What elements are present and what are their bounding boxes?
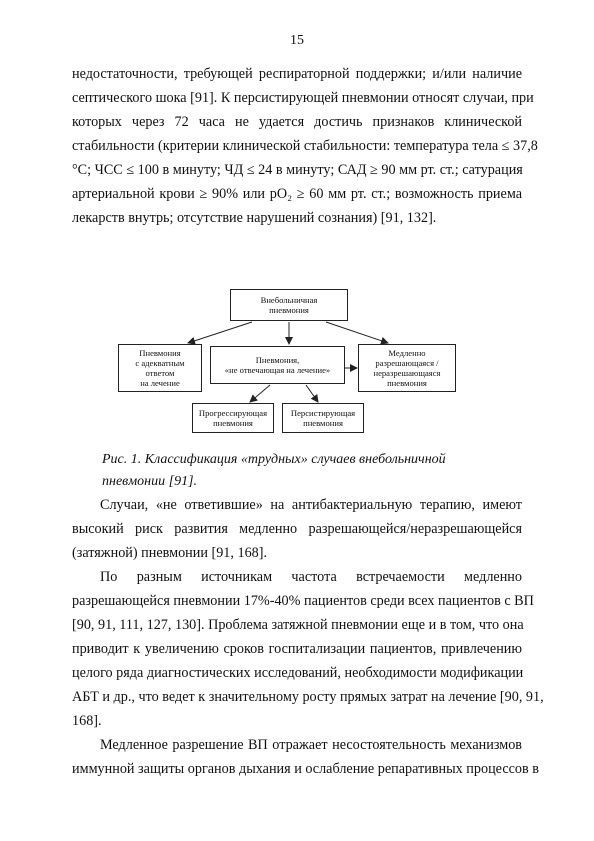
text-line: недостаточности, требующей респираторной поддержки; и/или наличие	[72, 66, 522, 82]
box-progressive	[192, 403, 274, 433]
box-line: ответом	[145, 368, 175, 378]
box-line: Медленно	[388, 348, 426, 358]
text-line: септического шока [91]. К персистирующей пневмонии относят случаи, при	[72, 90, 534, 106]
box-non-responding	[210, 346, 345, 384]
box-line: Персистирующая	[290, 408, 356, 418]
text-line: которых через 72 часа не удается достичь признаков клинической	[72, 114, 522, 130]
caption-line: пневмонии [91].	[102, 474, 198, 489]
box-persistent	[282, 403, 364, 433]
text-line: лекарств внутрь; отсутствие нарушений сознания) [91, 132].	[72, 210, 437, 226]
box-line: с адекватным	[135, 358, 185, 368]
text-line: Случаи, «не ответившие» на антибактериальную терапию, имеют	[100, 497, 522, 513]
arrow-root-left	[188, 322, 252, 343]
box-line: неразрешающаяся	[373, 368, 441, 378]
box-adequate-response	[118, 344, 202, 392]
box-line: Пневмония,	[255, 355, 300, 365]
caption-line: Рис. 1. Классификация «трудных» случаев внебольничной	[102, 452, 446, 467]
arrow-middle-bottomleft	[250, 385, 270, 402]
text-line: разрешающейся пневмонии 17%-40% пациентов среди всех пациентов с ВП	[72, 593, 534, 609]
paragraph-2	[72, 493, 522, 565]
box-line: Пневмония	[139, 348, 181, 358]
arrow-root-right	[326, 322, 388, 343]
box-line: пневмония	[303, 418, 343, 428]
text-line: По разным источникам частота встречаемости медленно	[100, 569, 522, 585]
text-line: целого ряда диагностических исследований, необходимости модификации	[72, 665, 524, 681]
text-line: иммунной защиты органов дыхания и ослабление репаративных процессов в	[72, 761, 539, 777]
box-line: «не отвечающая на лечение»	[224, 365, 331, 375]
box-line: пневмония	[269, 305, 309, 315]
text-line: АБТ и др., что ведет к значительному росту прямых затрат на лечение [90, 91,	[72, 689, 544, 705]
text-line: приводит к увеличению сроков госпитализации пациентов, привлечению	[72, 641, 522, 657]
arrow-middle-bottomright	[306, 385, 318, 402]
box-line: на лечение	[140, 378, 180, 388]
text-line: Медленное разрешение ВП отражает несостоятельность механизмов	[100, 737, 522, 753]
box-line: пневмония	[387, 378, 427, 388]
box-line: разрешающаяся /	[375, 358, 439, 368]
box-root	[230, 289, 348, 321]
box-slowly-resolving	[358, 344, 456, 392]
page-number: 15	[290, 33, 304, 48]
box-line: Внебольничная	[260, 295, 318, 305]
text-line: высокий риск развития медленно разрешающейся/неразрешающейся	[72, 521, 522, 537]
text-line: (затяжной) пневмонии [91, 168].	[72, 545, 268, 561]
text-line: [90, 91, 111, 127, 130]. Проблема затяжной пневмонии еще и в том, что она	[72, 617, 524, 633]
box-line: Прогрессирующая	[198, 408, 268, 418]
text-line: стабильности (критерии клинической стабильности: температура тела ≤ 37,8	[72, 138, 538, 154]
paragraph-3	[72, 565, 544, 733]
box-line: пневмония	[213, 418, 253, 428]
text-line: 168].	[72, 713, 102, 729]
figure-caption	[102, 449, 446, 493]
text-line: °С; ЧСС ≤ 100 в минуту; ЧД ≤ 24 в минуту; САД ≥ 90 мм рт. ст.; сатурация	[72, 162, 523, 178]
paragraph-4	[72, 733, 539, 781]
text-line: артериальной крови ≥ 90% или pO₂ ≥ 60 мм рт. ст.; возможность приема	[72, 186, 522, 202]
